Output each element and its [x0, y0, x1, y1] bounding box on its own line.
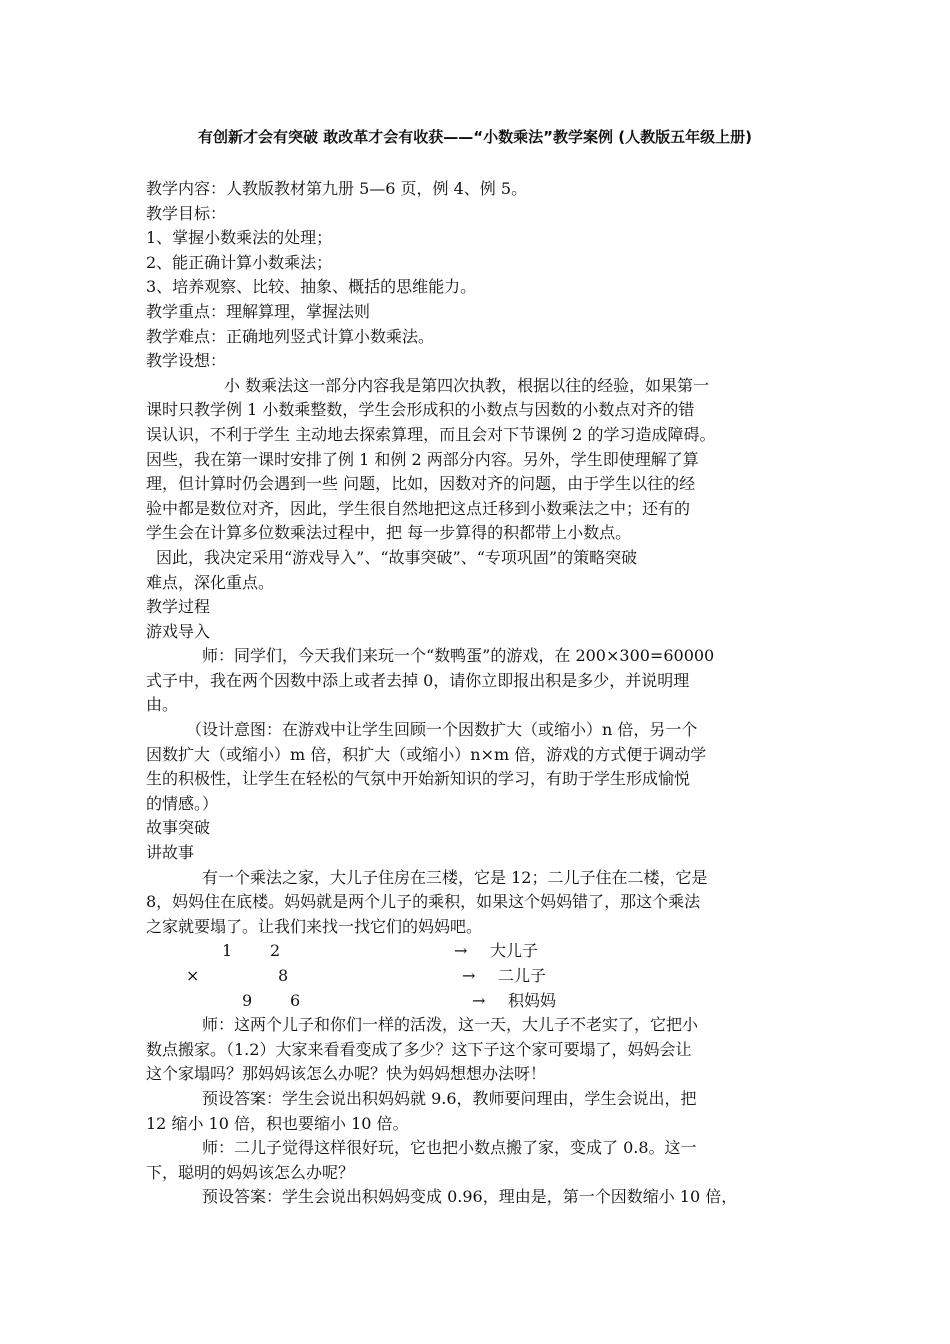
calc-label: 积妈妈: [508, 990, 557, 1010]
text-line: 难点，深化重点。: [146, 572, 275, 592]
text-line: 游戏导入: [146, 621, 211, 641]
text-line: 有一个乘法之家，大儿子住房在三楼，它是 12；二儿子住在二楼，它是: [202, 867, 708, 887]
arrow-icon: →: [462, 966, 476, 985]
calc-digit: 2: [270, 941, 281, 961]
document-body: [146, 177, 826, 1210]
text-line: 师：这两个儿子和你们一样的活泼，这一天，大儿子不老实了，它把小: [202, 1015, 699, 1035]
calc-row-3: [146, 989, 826, 1014]
text-line: 1、掌握小数乘法的处理；: [146, 228, 333, 248]
text-line: 小 数乘法这一部分内容我是第四次执教，根据以往的经验，如果第一: [224, 375, 710, 395]
multiply-sign: ×: [186, 966, 200, 985]
text-line: 预设答案：学生会说出积妈妈就 9.6，教师要问理由，学生会说出，把: [202, 1088, 697, 1108]
text-line: （设计意图：在游戏中让学生回顾一个因数扩大（或缩小）n 倍，另一个: [186, 720, 698, 740]
document-title: 有创新才会有突破 敢改革才会有收获——“小数乘法”教学案例 (人教版五年级上册): [198, 128, 752, 146]
text-line: 3、培养观察、比较、抽象、概括的思维能力。: [146, 277, 477, 297]
text-line: 教学重点：理解算理，掌握法则: [146, 301, 371, 321]
text-line: 8，妈妈住在底楼。妈妈就是两个儿子的乘积，如果这个妈妈错了，那这个乘法: [146, 892, 701, 912]
text-line: 因些，我在第一课时安排了例 1 和例 2 两部分内容。另外，学生即使理解了算: [146, 449, 699, 469]
text-line: 理，但计算时仍会遇到一些 问题，比如，因数对齐的问题，由于学生以往的经: [146, 474, 696, 494]
text-line: 学生会在计算多位数乘法过程中，把 每一步算得的积都带上小数点。: [146, 523, 632, 543]
text-line: 的情感。）: [146, 793, 219, 813]
text-line: 生的积极性，让学生在轻松的气氛中开始新知识的学习，有助于学生形成愉悦: [146, 769, 691, 789]
arrow-icon: →: [454, 941, 468, 961]
calc-digit: 8: [278, 966, 289, 985]
text-line: 课时只教学例 1 小数乘整数，学生会形成积的小数点与因数的小数点对齐的错: [146, 400, 695, 420]
text-line: 教学设想：: [146, 351, 227, 371]
text-line: 这个家塌吗？那妈妈该怎么办呢？快为妈妈想想办法呀！: [146, 1064, 547, 1084]
calc-row-2: [146, 964, 826, 989]
text-line: 12 缩小 10 倍，积也要缩小 10 倍。: [146, 1113, 409, 1133]
arrow-icon: →: [472, 990, 486, 1010]
text-line: 误认识，不利于学生 主动地去探索算理，而且会对下节课例 2 的学习造成障碍。: [146, 424, 716, 444]
text-line: 2、能正确计算小数乘法；: [146, 252, 333, 272]
calc-label: 二儿子: [498, 966, 547, 985]
calc-digit: 9: [242, 990, 253, 1010]
calc-label: 大儿子: [490, 941, 539, 961]
calc-row-1: [146, 939, 826, 964]
calc-digit: 1: [222, 941, 233, 961]
calc-digit: 6: [290, 990, 301, 1010]
text-line: 教学目标：: [146, 203, 227, 223]
text-line: 预设答案：学生会说出积妈妈变成 0.96，理由是，第一个因数缩小 10 倍，: [202, 1187, 738, 1207]
text-line: 师：二儿子觉得这样很好玩，它也把小数点搬了家，变成了 0.8。这一: [202, 1138, 697, 1158]
text-line: 师：同学们，今天我们来玩一个“数鸭蛋”的游戏，在 200×300=60000: [202, 646, 715, 666]
text-line: 式子中，我在两个因数中添上或者去掉 0，请你立即报出积是多少，并说明理: [146, 670, 690, 690]
text-line: 教学过程: [146, 597, 211, 617]
text-line: 数点搬家。（1.2）大家来看看变成了多少？这下子这个家可要塌了，妈妈会让: [146, 1039, 692, 1059]
text-line: 验中都是数位对齐，因此，学生很自然地把这点迁移到小数乘法之中；还有的: [146, 498, 691, 518]
text-line: 因此，我决定采用“游戏导入”、“故事突破”、“专项巩固”的策略突破: [156, 547, 638, 567]
text-line: 讲故事: [146, 843, 195, 863]
text-line: 由。: [146, 695, 179, 715]
text-line: 教学难点：正确地列竖式计算小数乘法。: [146, 326, 435, 346]
text-line: 因数扩大（或缩小）m 倍，积扩大（或缩小）n×m 倍，游戏的方式便于调动学: [146, 744, 707, 764]
text-line: 故事突破: [146, 818, 211, 838]
text-line: 之家就要塌了。让我们来找一找它们的妈妈吧。: [146, 916, 483, 936]
text-line: 下，聪明的妈妈该怎么办呢？: [146, 1162, 355, 1182]
text-line: 教学内容：人教版教材第九册 5—6 页，例 4、例 5。: [146, 179, 528, 198]
